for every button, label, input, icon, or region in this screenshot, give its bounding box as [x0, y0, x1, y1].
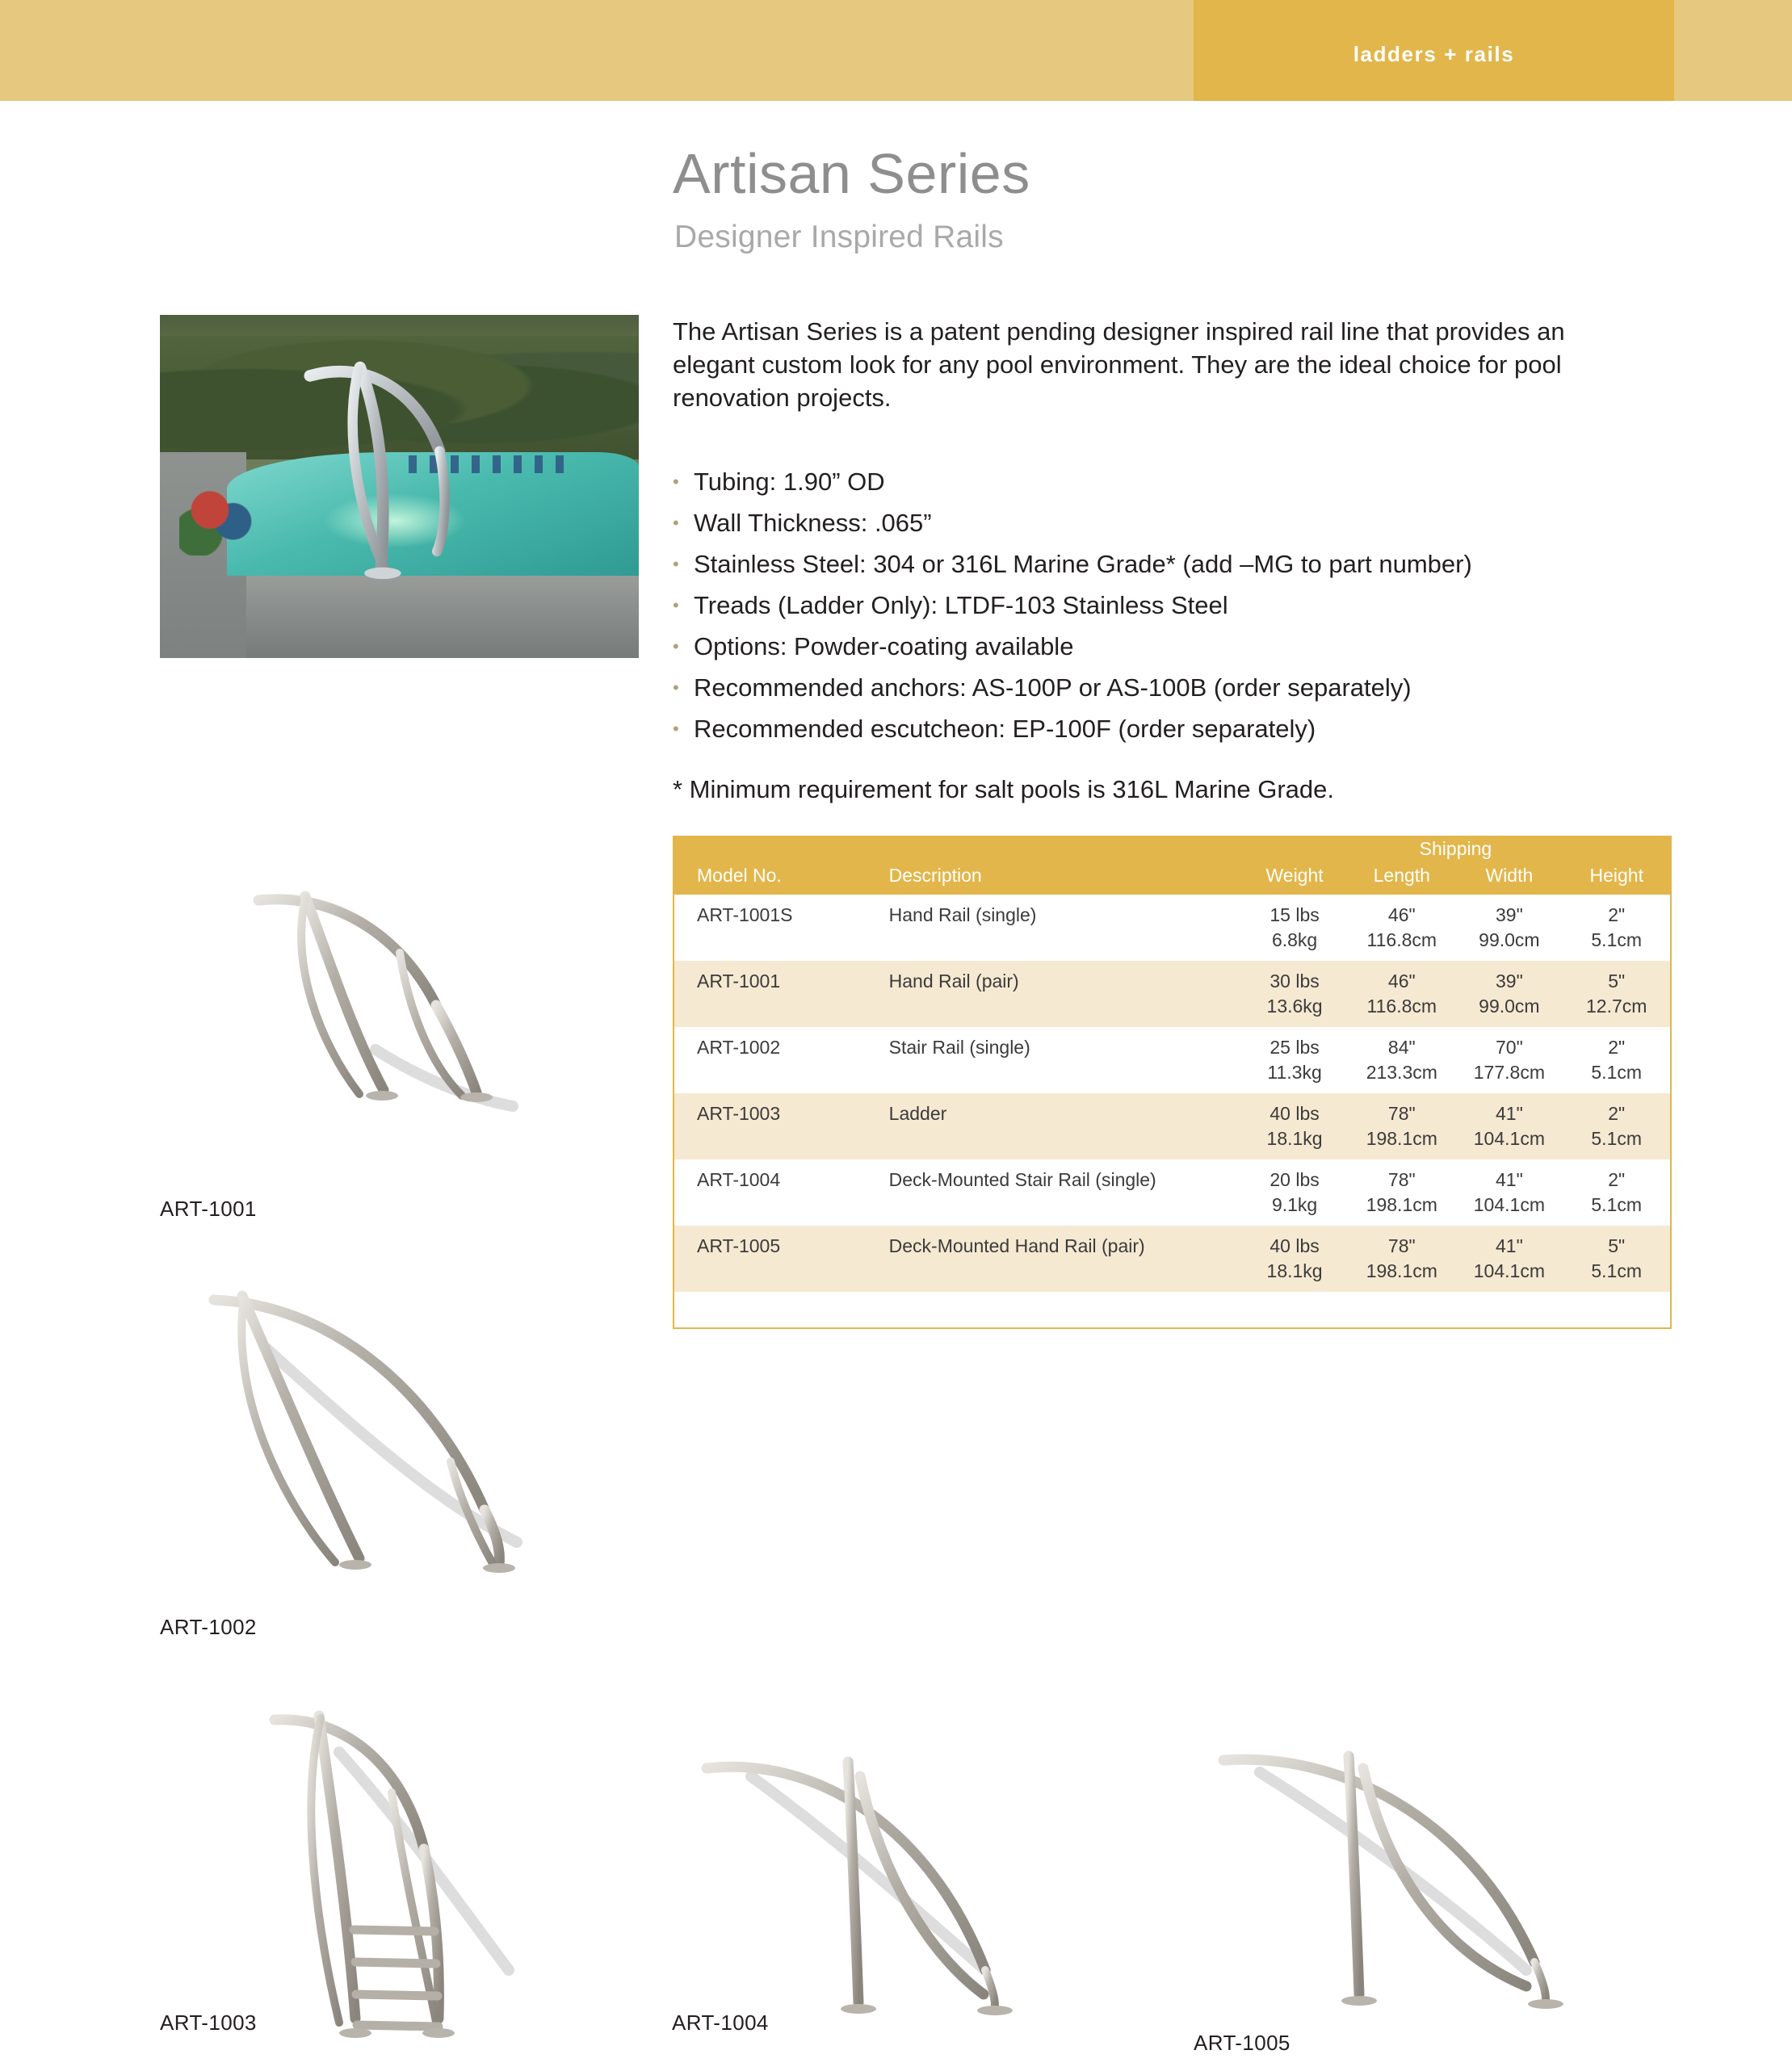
cell-width: [1455, 895, 1563, 961]
page-subtitle: Designer Inspired Rails: [674, 220, 1004, 254]
list-item: [673, 715, 1682, 743]
cell-length-cm: 198.1cm: [1366, 1194, 1437, 1215]
table-row: [673, 961, 1670, 1027]
photo-planter: [179, 480, 256, 556]
cell-length: [1348, 1226, 1455, 1292]
cell-width-cm: 104.1cm: [1473, 1260, 1545, 1281]
list-item-label: Treads (Ladder Only): LTDF-103 Stainless Steel: [694, 591, 1228, 619]
bullet-icon: •: [673, 513, 679, 533]
column-header-weight: Weight: [1241, 862, 1348, 895]
list-item: [673, 674, 1682, 702]
bullet-icon: •: [673, 554, 679, 574]
cell-weight-lbs: 30 lbs: [1270, 971, 1320, 992]
cell-height-in: 2": [1608, 904, 1626, 925]
cell-length: [1348, 1159, 1455, 1226]
cell-width-in: 41": [1496, 1103, 1523, 1124]
cell-length: [1348, 1027, 1455, 1093]
cell-model: ART-1003: [673, 1093, 889, 1159]
spec-bullet-list: [673, 468, 1682, 757]
cell-length-cm: 198.1cm: [1366, 1260, 1437, 1281]
product-image-art-1004: [695, 1728, 1082, 2035]
list-item-label: Wall Thickness: .065”: [694, 509, 932, 537]
cell-height-cm: 12.7cm: [1585, 996, 1647, 1017]
cell-length-cm: 198.1cm: [1366, 1128, 1437, 1149]
table-row: [673, 1226, 1670, 1292]
bullet-icon: •: [673, 595, 679, 615]
cell-model: ART-1001S: [673, 895, 889, 961]
cell-width-in: 39": [1496, 904, 1523, 925]
specifications-table: [673, 836, 1670, 1292]
cell-weight: [1241, 1159, 1348, 1226]
cell-model: ART-1005: [673, 1226, 889, 1292]
cell-weight: [1241, 961, 1348, 1027]
cell-length-in: 84": [1387, 1037, 1416, 1058]
cell-weight: [1241, 1093, 1348, 1159]
cell-width-in: 70": [1496, 1037, 1523, 1058]
cell-width-in: 41": [1496, 1235, 1523, 1256]
cell-weight-kg: 18.1kg: [1266, 1128, 1323, 1149]
list-item: [673, 509, 1682, 537]
cell-width: [1455, 1027, 1563, 1093]
cell-description: Deck-Mounted Hand Rail (pair): [889, 1226, 1241, 1292]
product-caption-art-1004: ART-1004: [672, 2010, 769, 2035]
section-label: ladders + rails: [1353, 42, 1515, 66]
cell-length-in: 78": [1387, 1235, 1416, 1256]
cell-weight-kg: 18.1kg: [1266, 1260, 1323, 1281]
cell-weight-kg: 11.3kg: [1267, 1062, 1322, 1083]
cell-length-cm: 116.8cm: [1366, 996, 1437, 1017]
cell-height-in: 2": [1608, 1169, 1626, 1190]
photo-handrail: [246, 342, 524, 610]
list-item: [673, 633, 1682, 660]
bullet-icon: •: [673, 472, 679, 492]
list-item-label: Recommended escutcheon: EP-100F (order separately): [694, 715, 1316, 743]
table-row: [673, 895, 1670, 961]
spacer-cell: [673, 836, 889, 862]
cell-width-cm: 177.8cm: [1473, 1062, 1545, 1083]
cell-height: [1563, 895, 1670, 961]
product-caption-art-1002: ART-1002: [160, 1615, 257, 1639]
list-item-label: Options: Powder-coating available: [694, 632, 1074, 660]
cell-length-in: 46": [1387, 971, 1416, 992]
cell-weight-lbs: 25 lbs: [1270, 1037, 1320, 1058]
cell-model: ART-1001: [673, 961, 889, 1027]
product-caption-art-1001: ART-1001: [160, 1197, 257, 1221]
cell-weight: [1241, 1226, 1348, 1292]
group-header-shipping: Shipping: [1241, 836, 1670, 862]
cell-height-cm: 5.1cm: [1591, 1194, 1643, 1215]
cell-length-in: 78": [1387, 1169, 1416, 1190]
cell-width: [1455, 1226, 1563, 1292]
page-title: Artisan Series: [673, 142, 1030, 205]
cell-length: [1348, 895, 1455, 961]
cell-description: Stair Rail (single): [889, 1027, 1241, 1093]
cell-weight-lbs: 40 lbs: [1270, 1103, 1320, 1124]
cell-height: [1563, 961, 1670, 1027]
list-item-label: Tubing: 1.90” OD: [694, 467, 885, 496]
cell-height: [1563, 1159, 1670, 1226]
cell-height-cm: 5.1cm: [1591, 1062, 1643, 1083]
spacer-cell: [889, 836, 1241, 862]
cell-height-in: 2": [1608, 1103, 1626, 1124]
cell-description: Deck-Mounted Stair Rail (single): [889, 1159, 1241, 1226]
cell-width: [1455, 961, 1563, 1027]
cell-weight: [1241, 895, 1348, 961]
list-item: [673, 551, 1682, 578]
product-image-art-1003: [242, 1696, 581, 2051]
bullet-icon: •: [673, 636, 679, 656]
list-item: [673, 468, 1682, 496]
list-item-label: Stainless Steel: 304 or 316L Marine Grade* (add –MG to part number): [694, 550, 1472, 578]
cell-weight-kg: 13.6kg: [1266, 996, 1323, 1017]
cell-width-cm: 99.0cm: [1479, 929, 1540, 950]
cell-width: [1455, 1159, 1563, 1226]
cell-height: [1563, 1027, 1670, 1093]
column-header-description: Description: [889, 862, 1241, 895]
cell-height-cm: 5.1cm: [1591, 1260, 1643, 1281]
cell-description: Hand Rail (pair): [889, 961, 1241, 1027]
list-item: [673, 592, 1682, 619]
cell-weight-kg: 6.8kg: [1271, 929, 1318, 950]
cell-length-in: 46": [1387, 904, 1416, 925]
cell-width: [1455, 1093, 1563, 1159]
cell-weight: [1241, 1027, 1348, 1093]
cell-length-cm: 213.3cm: [1366, 1062, 1437, 1083]
table-row: [673, 1027, 1670, 1093]
cell-height-in: 5": [1608, 971, 1626, 992]
cell-height-cm: 5.1cm: [1591, 929, 1643, 950]
cell-height: [1563, 1226, 1670, 1292]
cell-description: Ladder: [889, 1093, 1241, 1159]
cell-height-cm: 5.1cm: [1591, 1128, 1643, 1149]
column-header-length: Length: [1348, 862, 1455, 895]
bullet-icon: •: [673, 719, 679, 739]
cell-model: ART-1004: [673, 1159, 889, 1226]
cell-height-in: 2": [1608, 1037, 1626, 1058]
cell-height: [1563, 1093, 1670, 1159]
product-image-art-1002: [194, 1268, 581, 1591]
column-header-width: Width: [1455, 862, 1563, 895]
cell-weight-lbs: 15 lbs: [1270, 904, 1320, 925]
cell-model: ART-1002: [673, 1027, 889, 1093]
hero-pool-photo: [160, 315, 639, 658]
product-caption-art-1003: ART-1003: [160, 2010, 257, 2035]
footnote-text: * Minimum requirement for salt pools is 316L Marine Grade.: [673, 775, 1334, 803]
table-row: [673, 1159, 1670, 1226]
product-caption-art-1005: ART-1005: [1194, 2031, 1290, 2055]
intro-paragraph: The Artisan Series is a patent pending designer inspired rail line that provides an elegant custom look for any pool environment. They are the ideal choice for pool renovation projects.: [673, 317, 1565, 413]
cell-length: [1348, 1093, 1455, 1159]
cell-description: Hand Rail (single): [889, 895, 1241, 961]
product-image-art-1005: [1211, 1728, 1615, 2035]
cell-width-cm: 99.0cm: [1479, 996, 1540, 1017]
bullet-icon: •: [673, 677, 679, 698]
cell-length-cm: 116.8cm: [1366, 929, 1437, 950]
column-header-height: Height: [1563, 862, 1670, 895]
cell-length-in: 78": [1387, 1103, 1416, 1124]
cell-width-in: 39": [1496, 971, 1523, 992]
cell-weight-lbs: 40 lbs: [1270, 1235, 1320, 1256]
product-image-art-1001: [234, 876, 573, 1159]
list-item-label: Recommended anchors: AS-100P or AS-100B (order separately): [694, 673, 1412, 702]
cell-height-in: 5": [1608, 1235, 1626, 1256]
table-header-row: [673, 862, 1670, 895]
table-group-header-row: [673, 836, 1670, 862]
table-row: [673, 1093, 1670, 1159]
cell-width-cm: 104.1cm: [1473, 1128, 1545, 1149]
cell-length: [1348, 961, 1455, 1027]
cell-weight-kg: 9.1kg: [1271, 1194, 1318, 1215]
column-header-model: Model No.: [673, 862, 889, 895]
cell-width-in: 41": [1496, 1169, 1523, 1190]
cell-weight-lbs: 20 lbs: [1270, 1169, 1320, 1190]
cell-width-cm: 104.1cm: [1473, 1194, 1545, 1215]
